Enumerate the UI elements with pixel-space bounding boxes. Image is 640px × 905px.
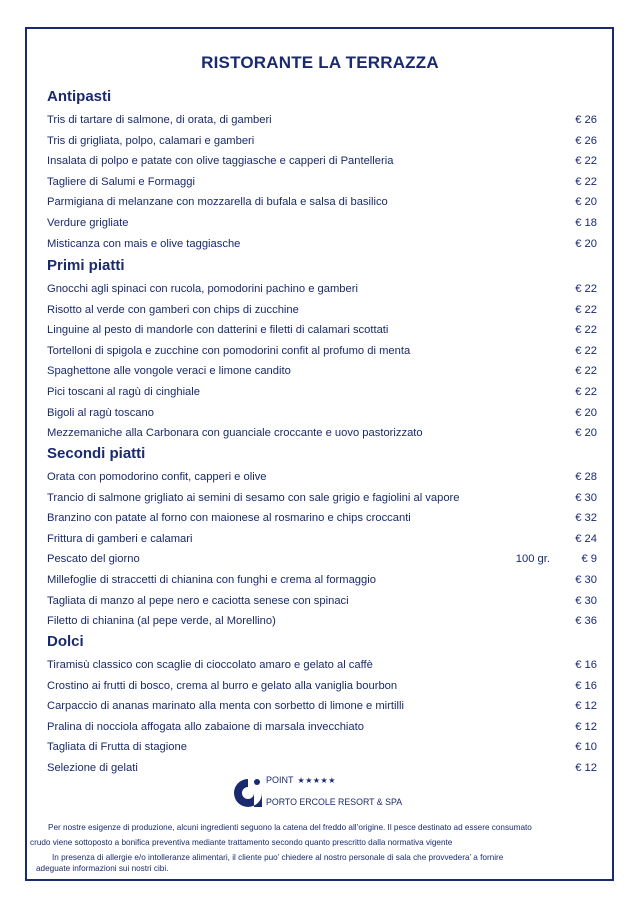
menu-item-name: Carpaccio di ananas marinato alla menta con sorbetto di limone e mirtilli	[47, 700, 404, 713]
menu-item-name: Tagliata di manzo al pepe nero e caciotta senese con spinaci	[47, 594, 349, 607]
footer-note-line-2: crudo viene sottoposto a bonifica preventiva mediante trattamento secondo quanto prescritto dalla normativa vigente	[30, 838, 453, 847]
section-heading: Antipasti	[47, 88, 112, 105]
menu-item-price: € 22	[575, 324, 597, 337]
menu-item-name: Tagliere di Salumi e Formaggi	[47, 175, 195, 188]
menu-item-name: Mezzemaniche alla Carbonara con guanciale croccante e uovo pastorizzato	[47, 427, 423, 440]
menu-item-price: € 18	[575, 217, 597, 229]
menu-item-name: Millefoglie di straccetti di chianina con funghi e crema al formaggio	[47, 574, 376, 586]
menu-item-price: € 22	[575, 175, 597, 188]
menu-item-price: € 12	[575, 762, 597, 774]
menu-item-price: € 10	[575, 741, 597, 754]
menu-item-name: Gnocchi agli spinaci con rucola, pomodorini pachino e gamberi	[47, 283, 358, 295]
menu-item-price: € 22	[575, 386, 597, 398]
menu-item-price: € 30	[575, 491, 597, 504]
menu-item-price: € 20	[575, 406, 597, 419]
menu-item-price: € 36	[575, 615, 597, 628]
menu-item-name: Filetto di chianina (al pepe verde, al Morellino)	[47, 615, 276, 628]
menu-item-quantity: 100 gr.	[515, 553, 550, 566]
menu-item-name: Linguine al pesto di mandorle con datterini e filetti di calamari scottati	[47, 324, 389, 337]
page-title: RISTORANTE LA TERRAZZA	[201, 53, 439, 72]
menu-item-name: Selezione di gelati	[47, 762, 138, 774]
resort-logo	[232, 775, 432, 811]
menu-item-name: Verdure grigliate	[47, 217, 129, 229]
section-heading: Secondi piatti	[47, 445, 146, 462]
footer-note-line-3: In presenza di allergie e/o intolleranze alimentari, il cliente puo’ chiedere al nostro personale di sala che provvedera’ a fornire	[52, 853, 504, 862]
menu-item-name: Misticanza con mais e olive taggiasche	[47, 237, 241, 250]
menu-item-name: Frittura di gamberi e calamari	[47, 532, 193, 545]
menu-item-name: Trancio di salmone grigliato ai semini di sesamo con sale grigio e fagiolini al vapore	[47, 491, 460, 504]
menu-item-price: € 26	[575, 114, 597, 126]
menu-item-price: € 9	[581, 553, 597, 566]
menu-item-price: € 22	[575, 344, 597, 357]
menu-item-name: Bigoli al ragù toscano	[47, 406, 154, 419]
section-heading: Dolci	[47, 633, 84, 650]
menu-item-name: Pici toscani al ragù di cinghiale	[47, 386, 200, 398]
menu-item-price: € 32	[575, 512, 597, 525]
menu-item-price: € 30	[575, 594, 597, 607]
menu-item-price: € 12	[575, 700, 597, 713]
menu-item-name: Tris di grigliata, polpo, calamari e gamberi	[47, 134, 255, 147]
menu-item-price: € 12	[575, 720, 597, 733]
menu-item-name: Parmigiana di melanzane con mozzarella di bufala e salsa di basilico	[47, 196, 388, 209]
menu-item-price: € 22	[575, 283, 597, 295]
menu-item-price: € 20	[575, 427, 597, 440]
menu-item-name: Risotto al verde con gamberi con chips di zucchine	[47, 303, 299, 316]
menu-item-price: € 16	[575, 659, 597, 671]
menu-item-name: Tris di tartare di salmone, di orata, di gamberi	[47, 114, 272, 126]
menu-item-name: Branzino con patate al forno con maionese al rosmarino e chips croccanti	[47, 512, 411, 525]
logo-stars: ★★★★★	[297, 776, 336, 785]
point-logo-icon	[232, 777, 264, 809]
menu-item-name: Insalata di polpo e patate con olive taggiasche e capperi di Pantelleria	[47, 155, 394, 168]
menu-item-price: € 20	[575, 237, 597, 250]
menu-item-name: Spaghettone alle vongole veraci e limone candito	[47, 365, 291, 378]
logo-subtitle: PORTO ERCOLE RESORT & SPA	[266, 797, 403, 807]
menu-item-price: € 26	[575, 134, 597, 147]
footer-note-line-1: Per nostre esigenze di produzione, alcuni ingredienti seguono la catena del freddo all’origine. Il pesce destinato ad essere consumato	[48, 823, 532, 832]
menu-item-name: Tortelloni di spigola e zucchine con pomodorini confit al profumo di menta	[47, 344, 411, 357]
menu-item-price: € 22	[575, 303, 597, 316]
menu-item-price: € 20	[575, 196, 597, 209]
menu-item-price: € 30	[575, 574, 597, 586]
menu-item-price: € 16	[575, 679, 597, 692]
menu-item-price: € 28	[575, 471, 597, 483]
menu-item-price: € 22	[575, 365, 597, 378]
menu-item-name: Pescato del giorno	[47, 553, 140, 566]
menu-item-name: Crostino ai frutti di bosco, crema al burro e gelato alla vaniglia bourbon	[47, 679, 398, 692]
menu-item-price: € 22	[575, 155, 597, 168]
footer-note-line-4: adeguate informazioni sui nostri cibi.	[36, 864, 169, 873]
menu-item-name: Orata con pomodorino confit, capperi e olive	[47, 471, 267, 483]
logo-brand: POINT	[266, 775, 294, 785]
menu-item-name: Pralina di nocciola affogata allo zabaione di marsala invecchiato	[47, 720, 364, 733]
menu-item-name: Tiramisù classico con scaglie di cioccolato amaro e gelato al caffè	[47, 659, 373, 671]
menu-item-name: Tagliata di Frutta di stagione	[47, 741, 187, 754]
section-heading: Primi piatti	[47, 257, 125, 274]
menu-item-price: € 24	[575, 532, 597, 545]
